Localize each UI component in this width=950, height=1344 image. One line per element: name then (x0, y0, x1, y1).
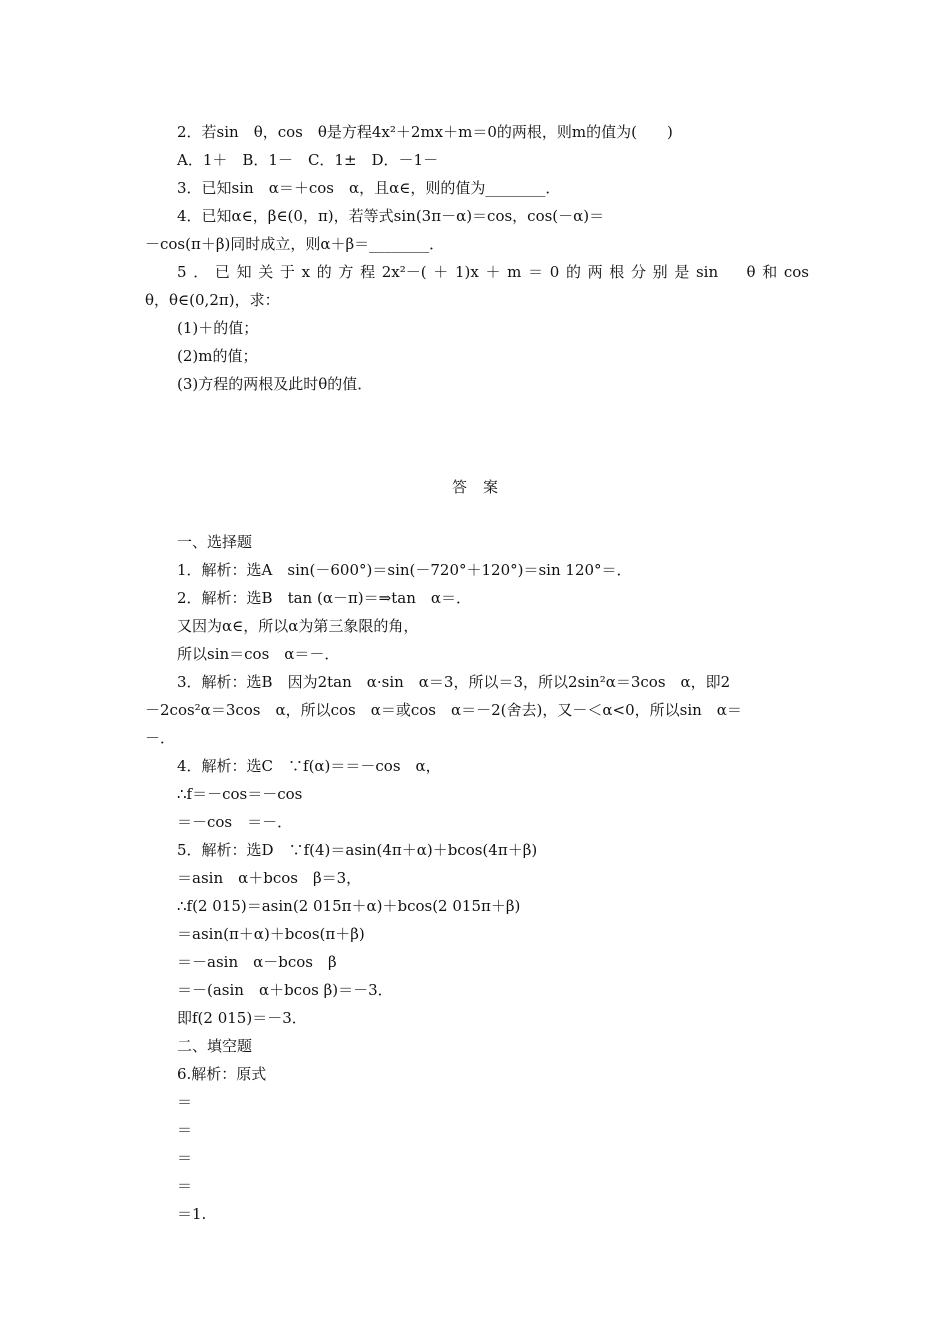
answer-3-cont-2: －． (145, 729, 176, 747)
answer-4-cont-2: ＝－cos ＝－． (177, 813, 293, 831)
answer-5-cont-1: ＝asin α＋bcos β＝3， (177, 869, 362, 887)
answer-5-cont-6: 即f(2 015)＝－3． (177, 1009, 307, 1027)
answer-2: 2．解析：选B tan (α－π)＝⇒tan α＝． (177, 589, 471, 607)
answer-4: 4．解析：选C ∵f(α)＝＝－cos α， (177, 757, 441, 775)
question-4-line-2: －cos(π＋β)同时成立，则α＋β＝________． (145, 235, 445, 253)
answer-6-step-3: ＝ (177, 1149, 193, 1167)
question-2: 2．若sin θ，cos θ是方程4x²＋2mx＋m＝0的两根，则m的值为( ) (177, 123, 673, 141)
answer-5-cont-3: ＝asin(π＋α)＋bcos(π＋β) (177, 925, 365, 943)
question-5-part-3: (3)方程的两根及此时θ的值． (177, 375, 373, 393)
question-3: 3．已知sin α＝＋cos α，且α∈，则的值为________． (177, 179, 561, 197)
question-5-part-2: (2)m的值； (177, 347, 258, 365)
question-5-line-2: θ，θ∈(0,2π)，求： (145, 291, 280, 309)
question-5-line-1: 5．已知关于x的方程2x²－(＋1)x＋m＝0的两根分别是sin θ和cos (177, 263, 809, 281)
answer-2-cont-2: 所以sin＝cos α＝－． (177, 645, 340, 663)
answer-6: 6.解析：原式 (177, 1065, 267, 1083)
answer-1: 1．解析：选A sin(－600°)＝sin(－720°＋120°)＝sin 120°＝． (177, 561, 632, 579)
answer-6-result: ＝1. (177, 1205, 207, 1223)
answer-3-cont-1: －2cos²α＝3cos α，所以cos α＝或cos α＝－2(舍去)，又－＜α<0，所以sin α＝ (145, 701, 742, 719)
section-heading-choice: 一、选择题 (177, 533, 253, 551)
answer-5-cont-4: ＝－asin α－bcos β (177, 953, 337, 971)
answer-6-step-1: ＝ (177, 1093, 193, 1111)
answer-2-cont-1: 又因为α∈，所以α为第三象限的角， (177, 617, 419, 635)
question-2-options: A．1＋ B．1－ C．1± D．－1－ (177, 151, 439, 169)
answer-6-step-2: ＝ (177, 1121, 193, 1139)
section-heading-fill: 二、填空题 (177, 1037, 253, 1055)
answer-5-cont-2: ∴f(2 015)＝asin(2 015π＋α)＋bcos(2 015π＋β) (177, 897, 521, 915)
question-5-part-1: (1)＋的值； (177, 319, 259, 337)
answer-heading: 答案 (451, 478, 514, 496)
answer-5-cont-5: ＝－(asin α＋bcos β)＝－3． (177, 981, 393, 999)
answer-4-cont-1: ∴f＝－cos＝－cos (177, 785, 303, 803)
answer-5: 5．解析：选D ∵f(4)＝asin(4π＋α)＋bcos(4π＋β) (177, 841, 538, 859)
answer-6-step-4: ＝ (177, 1177, 193, 1195)
answer-3: 3．解析：选B 因为2tan α·sin α＝3，所以＝3，所以2sin²α＝3cos α，即2 (177, 673, 731, 691)
question-4-line-1: 4．已知α∈，β∈(0，π)，若等式sin(3π－α)＝cos，cos(－α)＝ (177, 207, 605, 225)
